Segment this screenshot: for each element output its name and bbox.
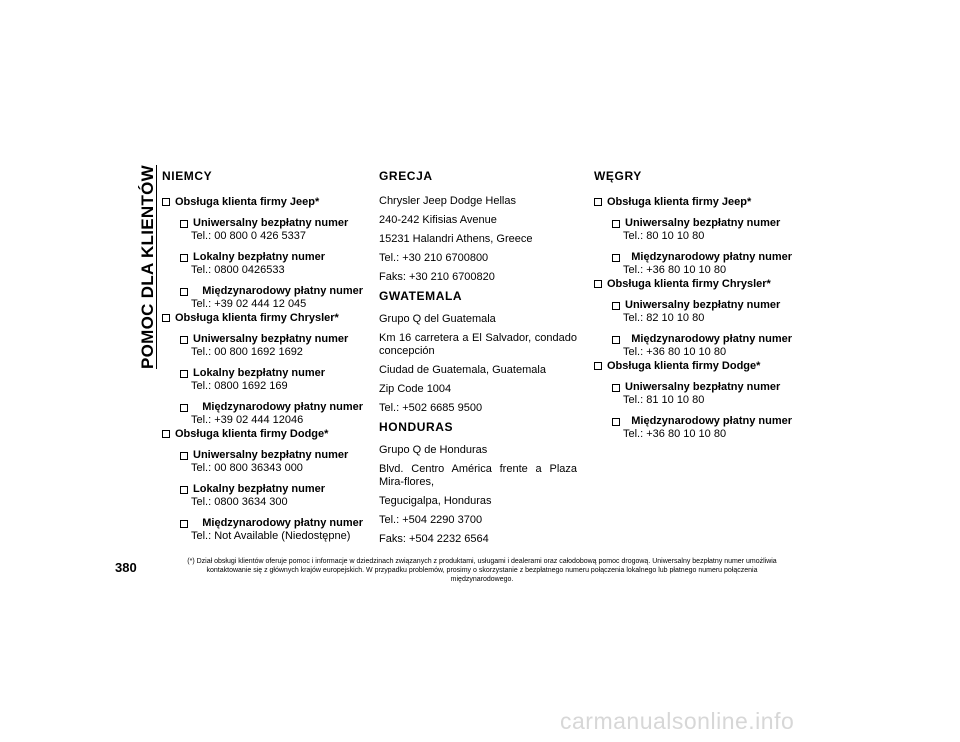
heading-germany: NIEMCY [162, 169, 213, 183]
checkbox-bullet-icon [594, 362, 602, 370]
heading-honduras: HONDURAS [379, 420, 454, 434]
contact-label: Międzynarodowy płatny numer [612, 415, 792, 428]
address-line: Tegucigalpa, Honduras [379, 495, 492, 507]
group-title: Obsługa klienta firmy Jeep* [162, 195, 363, 209]
contact-value: Tel.: 0800 3634 300 [191, 496, 288, 508]
contact-label: Uniwersalny bezpłatny numer [180, 333, 363, 346]
contact-value: Tel.: 81 10 10 80 [623, 394, 705, 406]
group-title: Obsługa klienta firmy Dodge* [162, 427, 363, 441]
group-title: Obsługa klienta firmy Dodge* [594, 359, 792, 373]
contact-label: Lokalny bezpłatny numer [180, 367, 363, 380]
checkbox-bullet-icon [180, 486, 188, 494]
contact-label: Międzynarodowy płatny numer [180, 517, 363, 530]
checkbox-bullet-icon [612, 220, 620, 228]
heading-hungary: WĘGRY [594, 169, 642, 183]
group-title: Obsługa klienta firmy Jeep* [594, 195, 792, 209]
checkbox-bullet-icon [612, 384, 620, 392]
column-hungary [594, 170, 792, 441]
checkbox-bullet-icon [180, 452, 188, 460]
checkbox-bullet-icon [612, 336, 620, 344]
address-line: Ciudad de Guatemala, Guatemala [379, 364, 546, 376]
contact-value: Tel.: 82 10 10 80 [623, 312, 705, 324]
contact-value: Tel.: 00 800 0 426 5337 [191, 230, 306, 242]
heading-greece: GRECJA [379, 169, 433, 183]
phone-line: Tel.: +30 210 6700800 [379, 252, 489, 264]
contact-label: Międzynarodowy płatny numer [612, 251, 792, 264]
checkbox-bullet-icon [612, 302, 620, 310]
address-line: Blvd. Centro América frente a Plaza Mira-flores, [379, 463, 577, 488]
phone-line: Tel.: +502 6685 9500 [379, 402, 483, 414]
checkbox-bullet-icon [180, 404, 188, 412]
contact-value: Tel.: 00 800 36343 000 [191, 462, 303, 474]
contact-item [162, 333, 363, 359]
contact-item [162, 217, 363, 243]
checkbox-bullet-icon [612, 418, 620, 426]
column-germany [162, 170, 363, 543]
contact-item [162, 483, 363, 509]
checkbox-bullet-icon [180, 288, 188, 296]
contact-item [594, 333, 792, 359]
fax-line: Faks: +504 2232 6564 [379, 533, 489, 545]
contact-label: Międzynarodowy płatny numer [612, 333, 792, 346]
address-line: Grupo Q de Honduras [379, 444, 488, 456]
contact-value: Tel.: +36 80 10 10 80 [623, 428, 727, 440]
footnote: (*) Dział obsługi klientów oferuje pomoc i informacje w dziedzinach związanych z produktami, usługami i dealerami oraz całodobową pomoc drogową. Uniwersalny bezpłatny numer umożliwia kontaktowanie się z głównych krajów europejskich. W przypadku problemów, prosimy o skorzystanie z bezpłatnego numeru połączenia lokalnego lub płatnego numeru połączenia międzynarodowego. [187, 558, 777, 583]
contact-item [162, 401, 363, 427]
contact-item [594, 381, 792, 407]
contact-item [162, 367, 363, 393]
contact-item [162, 285, 363, 311]
address-line: Zip Code 1004 [379, 383, 452, 395]
address-line: Chrysler Jeep Dodge Hellas [379, 195, 516, 207]
address-line: Grupo Q del Guatemala [379, 313, 496, 325]
contact-item [162, 517, 363, 543]
contact-value: Tel.: 80 10 10 80 [623, 230, 705, 242]
group-title: Obsługa klienta firmy Chrysler* [594, 277, 792, 291]
checkbox-bullet-icon [180, 336, 188, 344]
checkbox-bullet-icon [162, 314, 170, 322]
contact-value: Tel.: 0800 1692 169 [191, 380, 288, 392]
contact-item [594, 299, 792, 325]
contact-label: Uniwersalny bezpłatny numer [180, 217, 363, 230]
contact-item [162, 449, 363, 475]
checkbox-bullet-icon [594, 280, 602, 288]
checkbox-bullet-icon [594, 198, 602, 206]
checkbox-bullet-icon [162, 430, 170, 438]
contact-value: Tel.: Not Available (Niedostępne) [191, 530, 351, 542]
contact-item [162, 251, 363, 277]
column-address-list [379, 170, 577, 552]
contact-item [594, 251, 792, 277]
contact-item [594, 415, 792, 441]
fax-line: Faks: +30 210 6700820 [379, 271, 495, 283]
address-line: 240-242 Kifisias Avenue [379, 214, 497, 226]
checkbox-bullet-icon [180, 520, 188, 528]
contact-value: Tel.: 00 800 1692 1692 [191, 346, 303, 358]
checkbox-bullet-icon [180, 220, 188, 228]
checkbox-bullet-icon [180, 370, 188, 378]
contact-label: Międzynarodowy płatny numer [180, 401, 363, 414]
checkbox-bullet-icon [180, 254, 188, 262]
contact-label: Uniwersalny bezpłatny numer [612, 217, 792, 230]
contact-label: Uniwersalny bezpłatny numer [180, 449, 363, 462]
contact-label: Uniwersalny bezpłatny numer [612, 299, 792, 312]
contact-value: Tel.: +36 80 10 10 80 [623, 346, 727, 358]
checkbox-bullet-icon [612, 254, 620, 262]
checkbox-bullet-icon [162, 198, 170, 206]
contact-item [594, 217, 792, 243]
contact-label: Uniwersalny bezpłatny numer [612, 381, 792, 394]
page-number: 380 [115, 560, 137, 575]
address-line: 15231 Halandri Athens, Greece [379, 233, 533, 245]
contact-value: Tel.: 0800 0426533 [191, 264, 285, 276]
contact-label: Międzynarodowy płatny numer [180, 285, 363, 298]
contact-value: Tel.: +39 02 444 12046 [191, 414, 304, 426]
contact-value: Tel.: +36 80 10 10 80 [623, 264, 727, 276]
contact-label: Lokalny bezpłatny numer [180, 483, 363, 496]
address-line: Km 16 carretera a El Salvador, condado concepción [379, 332, 577, 357]
heading-guatemala: GWATEMALA [379, 289, 463, 303]
section-side-title: POMOC DLA KLIENTÓW [138, 164, 157, 370]
contact-value: Tel.: +39 02 444 12 045 [191, 298, 307, 310]
contact-label: Lokalny bezpłatny numer [180, 251, 363, 264]
watermark: carmanualsonline.info [560, 708, 795, 734]
phone-line: Tel.: +504 2290 3700 [379, 514, 483, 526]
group-title: Obsługa klienta firmy Chrysler* [162, 311, 363, 325]
